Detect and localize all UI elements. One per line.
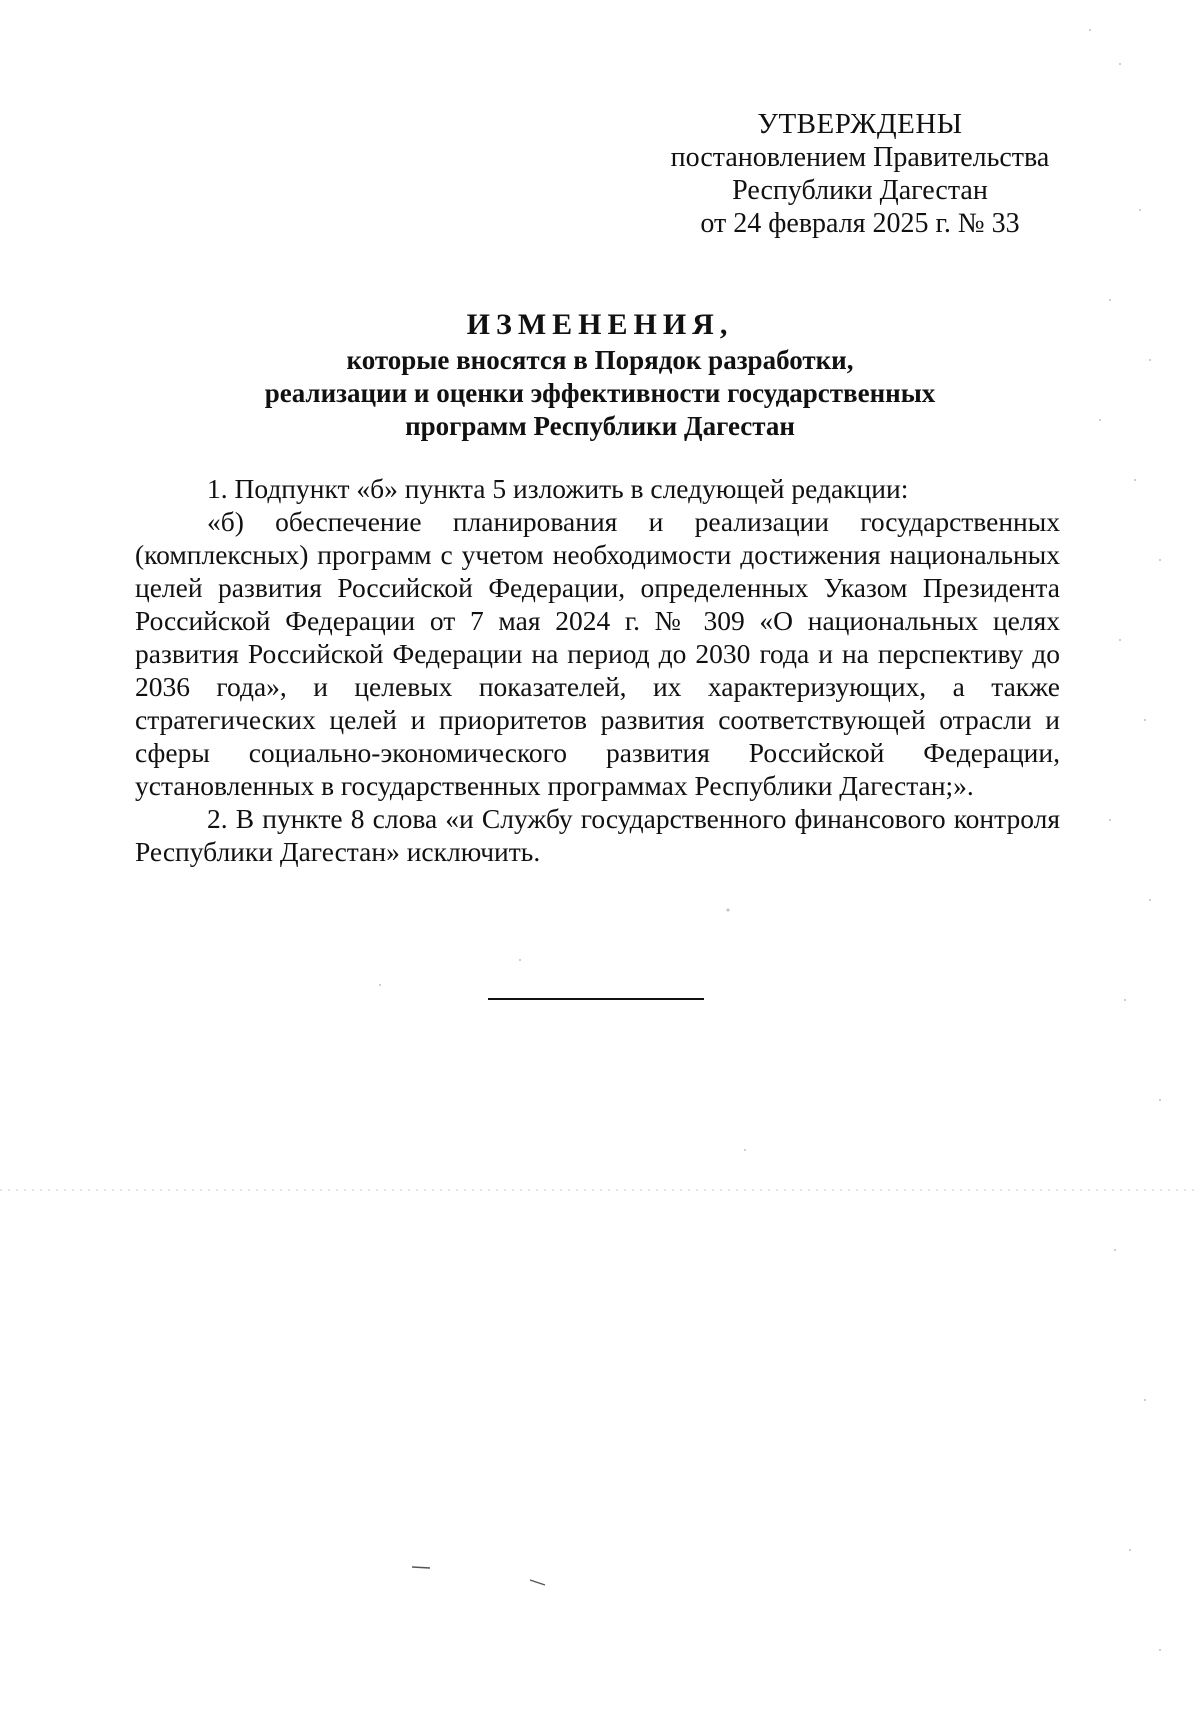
document-subtitle-line-1: которые вносятся в Порядок разработки, <box>346 345 854 375</box>
paragraph-1: 1. Подпункт «б» пункта 5 изложить в следующей редакции: <box>207 473 909 504</box>
document-title: ИЗМЕНЕНИЯ, <box>466 308 734 341</box>
document-body <box>135 472 1060 868</box>
approval-stamp <box>640 108 1080 240</box>
approval-line-2: Республики Дагестан <box>732 175 988 206</box>
approval-line-1: постановлением Правительства <box>670 142 1050 173</box>
paragraph-3: 2. В пункте 8 слова «и Службу государственного финансового контроля Республики Дагестан» исключить. <box>135 803 1060 867</box>
closing-divider <box>488 998 704 1000</box>
document-heading <box>200 306 1000 443</box>
approval-line-3: от 24 февраля 2025 г. № 33 <box>700 208 1020 239</box>
document-subtitle-line-3: программ Республики Дагестан <box>405 411 795 441</box>
approval-title: УТВЕРЖДЕНЫ <box>757 108 963 140</box>
document-subtitle-line-2: реализации и оценки эффективности государственных <box>264 378 936 408</box>
paragraph-2: «б) обеспечение планирования и реализации государственных (комплексных) программ с учетом необходимости достижения национальных целей развития Российской Федерации, определенных Указом Президента Российской Федерации от 7 мая 2024 г. № 309 «О национальных целях развития Российской Федерации на период до 2030 года и на перспективу до 2036 года», и целевых показателей, их характеризующих, а также стратегических целей и приоритетов развития соответствующей отрасли и сферы социально-экономического развития Российской Федерации, установленных в государственных программах Республики Дагестан;». <box>135 506 1060 801</box>
